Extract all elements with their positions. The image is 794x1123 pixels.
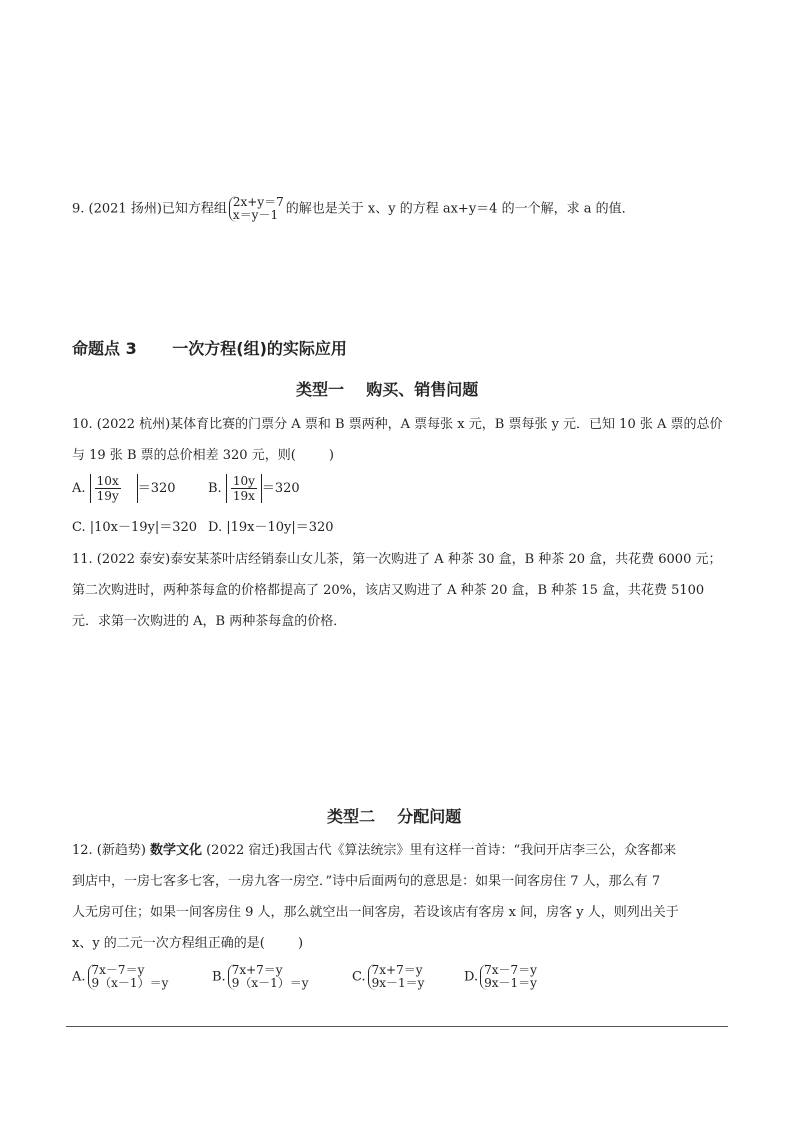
q12-option-c: [352, 964, 426, 990]
q12-option-a-label: A.: [72, 969, 86, 985]
q11-line2: 第二次购进时，两种茶每盒的价格都提高了 20%，该店又购进了 A 种茶 20 盒，B 种茶 15 盒，共花费 5100: [72, 583, 705, 598]
q12-option-a-eq1: 7x－7＝y: [91, 963, 145, 977]
section-label: 命题点 3: [72, 339, 137, 358]
q10-line1: 10. (2022 杭州)某体育比赛的门票分 A 票和 B 票两种，A 票每张 x 元，B 票每张 y 元．已知 10 张 A 票的总价: [72, 417, 723, 432]
q12-line1-text: (2022 宿迁)我国古代《算法统宗》里有这样一首诗：“我问开店李三公，众客都来: [201, 843, 677, 858]
q10-option-b-rhs: ＝320: [261, 481, 300, 496]
q10-option-c: C. |10x－19y|＝320: [72, 520, 198, 535]
q12-line1: [72, 843, 676, 859]
q9-equation-system: [229, 196, 284, 222]
q12-option-a-eq2: 9（x－1）＝y: [91, 976, 169, 990]
q12-option-b-system: [228, 964, 309, 990]
q12-option-c-label: C.: [352, 969, 366, 985]
q12-option-c-system: [368, 964, 425, 990]
q12-line3: 人无房可住；如果一间客房住 9 人，那么就空出一间客房，若设该店有客房 x 间，房客 y 人，则列出关于: [72, 905, 679, 920]
q10-option-b-label: B.: [208, 481, 222, 496]
section-heading: [72, 336, 347, 359]
q10-option-a-numerator: 10x: [95, 474, 121, 489]
q10-option-a-label: A.: [72, 481, 86, 496]
q10-option-a-rhs: ＝320: [137, 481, 176, 496]
q12-option-b-eq2: 9（x－1）＝y: [231, 976, 309, 990]
q12-option-d-eq2: 9x－1＝y: [484, 976, 537, 990]
q10-option-b-denominator: 19x: [232, 489, 255, 503]
q10-line2: 与 19 张 B 票的总价相差 320 元，则( ): [72, 448, 334, 463]
q12-option-d-system: [480, 964, 537, 990]
q9-prefix: 9. (2021 扬州)已知方程组: [72, 201, 227, 217]
type2-heading: 类型二 分配问题: [327, 807, 462, 826]
q12-option-d-eq1: 7x－7＝y: [484, 963, 537, 977]
q12-option-b-label: B.: [212, 969, 226, 985]
q9-eq2: x＝y－1: [232, 208, 279, 222]
question-9: [72, 196, 635, 222]
type1-heading: 类型一 购买、销售问题: [296, 380, 479, 399]
q12-option-a-system: [88, 964, 169, 990]
q9-eq1: 2x+y＝7: [232, 195, 284, 209]
q12-option-a: [72, 964, 170, 990]
footer-divider: [66, 1026, 728, 1027]
q10-option-a: [72, 474, 176, 503]
q10-option-b-abs: [226, 474, 262, 503]
q10-option-a-denominator: 19y: [96, 489, 119, 503]
q12-option-b: [212, 964, 311, 990]
q11-line3: 元．求第一次购进的 A，B 两种茶每盒的价格．: [72, 614, 347, 629]
q12-option-b-eq1: 7x+7＝y: [231, 963, 283, 977]
q10-option-a-abs: [90, 474, 138, 503]
q12-tag: 12. (新趋势): [72, 843, 146, 858]
section-title: 一次方程(组)的实际应用: [172, 339, 347, 358]
q10-option-d: D. |19x－10y|＝320: [208, 520, 334, 535]
q12-line4: x、y 的二元一次方程组正确的是( ): [72, 936, 304, 951]
q11-line1: 11. (2022 泰安)泰安某茶叶店经销泰山女儿茶，第一次购进了 A 种茶 30 盒，B 种茶 20 盒，共花费 6000 元；: [72, 552, 722, 567]
q10-option-b-numerator: 10y: [232, 474, 255, 488]
q12-option-c-eq2: 9x－1＝y: [371, 976, 425, 990]
q12-line2: 到店中，一房七客多七客，一房九客一房空．”诗中后面两句的意思是：如果一间客房住 7 人，那么有 7: [72, 874, 661, 889]
q12-option-d: [464, 964, 539, 990]
q12-option-c-eq1: 7x+7＝y: [371, 963, 423, 977]
q9-suffix: 的解也是关于 x、y 的方程 ax+y＝4 的一个解，求 a 的值．: [285, 201, 635, 217]
q10-option-b: [208, 474, 300, 503]
q12-option-d-label: D.: [464, 969, 479, 985]
q12-tag-culture: 数学文化: [149, 843, 202, 858]
